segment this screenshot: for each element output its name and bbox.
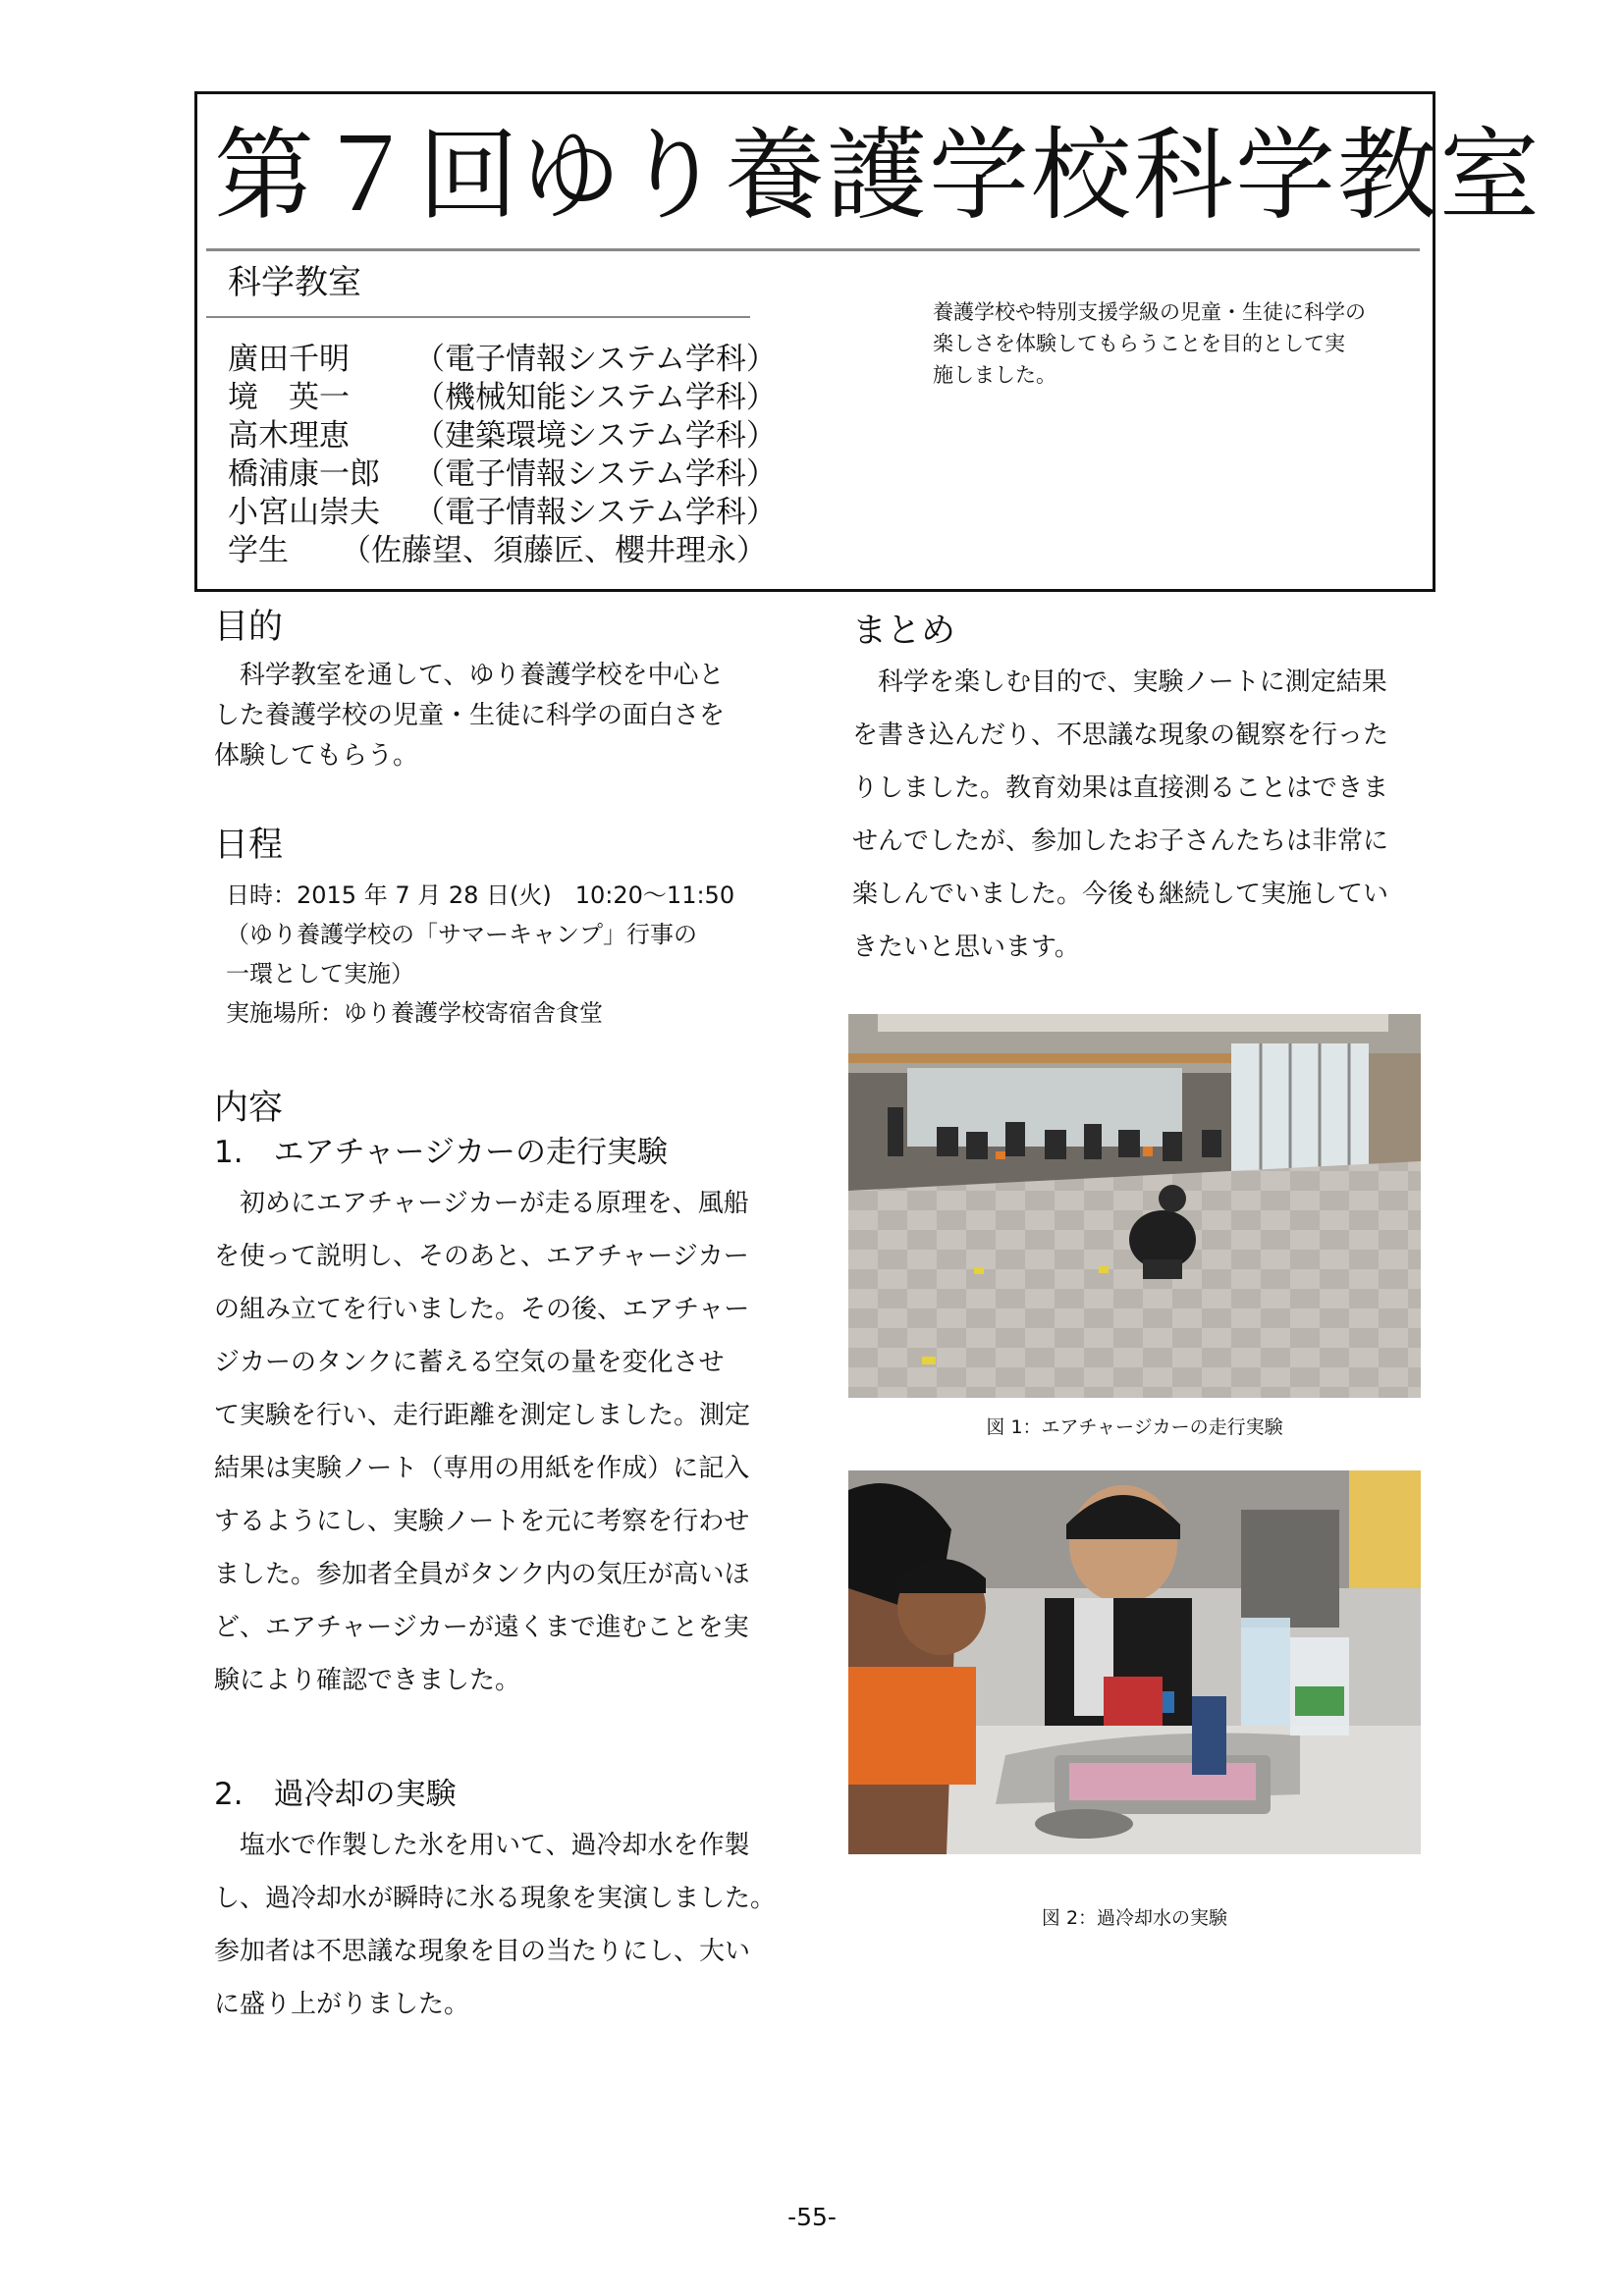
text-line: に盛り上がりました。 (214, 1990, 470, 2019)
text-line: した養護学校の児童・生徒に科学の面白さを (214, 701, 726, 730)
author-row (228, 532, 777, 570)
subsection-2-heading: 2. 過冷却の実験 (214, 1777, 457, 1812)
text-line: （ゆり養護学校の「サマーキャンプ」行事の (226, 921, 697, 948)
author-list (228, 341, 777, 570)
text-line: ジカーのタンクに蓄える空気の量を変化させ (214, 1348, 725, 1377)
text-line: 一環として実施） (226, 960, 414, 988)
author-name: 小宮山崇夫 (228, 495, 380, 530)
text-line: し、過冷却水が瞬時に氷る現象を実演しました。 (214, 1884, 777, 1913)
text-line: 結果は実験ノート（専用の用紙を作成）に記入 (214, 1454, 750, 1483)
subsection-1-heading: 1. エアチャージカーの走行実験 (214, 1135, 669, 1170)
category-divider (206, 316, 750, 318)
summary-text (852, 656, 1441, 974)
text-line: を使って説明し、そのあと、エアチャージカー (214, 1242, 749, 1271)
text-line: の組み立てを行いました。その後、エアチャー (214, 1295, 750, 1324)
subsection-1-text (214, 1177, 823, 1707)
schedule-heading: 日程 (214, 826, 284, 865)
author-department: （機械知能システム学科） (414, 380, 777, 415)
author-name: 境 英一 (228, 380, 350, 415)
contents-heading: 内容 (214, 1089, 284, 1128)
text-line: 日時：2015 年 7 月 28 日(火) 10:20～11:50 (226, 881, 735, 909)
text-line: 楽しんでいました。今後も継続して実施してい (852, 880, 1389, 909)
text-line: するようにし、実験ノートを元に考察を行わせ (214, 1507, 750, 1536)
text-line: ました。参加者全員がタンク内の気圧が高いほ (214, 1560, 750, 1589)
author-name: 学生 (228, 533, 289, 568)
text-line: 実施場所：ゆり養護学校寄宿舎食堂 (226, 999, 603, 1027)
text-line: りしました。教育効果は直接測ることはできま (852, 774, 1389, 803)
category-label: 科学教室 (228, 263, 361, 302)
intro-line: 養護学校や特別支援学級の児童・生徒に科学の (933, 300, 1366, 324)
subsection-2-text (214, 1819, 823, 2031)
text-line: 験により確認できました。 (214, 1666, 521, 1695)
page-title: 第７回ゆり養護学校科学教室 (214, 118, 1542, 235)
author-row (228, 455, 777, 494)
title-divider (206, 248, 1420, 251)
author-row (228, 417, 777, 455)
intro-line: 施しました。 (933, 363, 1056, 387)
text-line: 初めにエアチャージカーが走る原理を、風船 (214, 1189, 749, 1218)
page-number: -55- (787, 2203, 837, 2231)
figure-1-photo (848, 1014, 1421, 1398)
author-department: （電子情報システム学科） (414, 342, 777, 377)
author-department: （佐藤望、須藤匠、櫻井理永） (341, 533, 767, 568)
author-department: （電子情報システム学科） (414, 495, 777, 530)
text-line: 塩水で作製した氷を用いて、過冷却水を作製 (214, 1831, 750, 1860)
text-line: せんでしたが、参加したお子さんたちは非常に (852, 827, 1389, 856)
figure-2-caption: 図 2：過冷却水の実験 (1041, 1907, 1228, 1929)
intro-text (933, 296, 1409, 391)
figure-2-photo (848, 1470, 1421, 1854)
purpose-text (214, 656, 803, 776)
author-row (228, 494, 777, 532)
author-row (228, 341, 777, 379)
author-name: 廣田千明 (228, 342, 350, 377)
text-line: を書き込んだり、不思議な現象の観察を行った (852, 721, 1389, 750)
purpose-heading: 目的 (214, 608, 284, 647)
text-line: 科学教室を通して、ゆり養護学校を中心と (214, 661, 725, 690)
text-line: 参加者は不思議な現象を目の当たりにし、大い (214, 1937, 751, 1966)
schedule-text (226, 876, 815, 1033)
author-department: （電子情報システム学科） (414, 456, 777, 492)
author-department: （建築環境システム学科） (414, 418, 777, 454)
author-name: 高木理恵 (228, 418, 350, 454)
text-line: ど、エアチャージカーが遠くまで進むことを実 (214, 1613, 749, 1642)
text-line: 体験してもらう。 (214, 741, 419, 771)
intro-line: 楽しさを体験してもらうことを目的として実 (933, 332, 1345, 355)
figure-1-caption: 図 1：エアチャージカーの走行実験 (986, 1416, 1283, 1438)
author-row (228, 379, 777, 417)
text-line: きたいと思います。 (852, 933, 1080, 962)
summary-heading: まとめ (852, 612, 956, 651)
author-name: 橋浦康一郎 (228, 456, 380, 492)
text-line: て実験を行い、走行距離を測定しました。測定 (214, 1401, 751, 1430)
text-line: 科学を楽しむ目的で、実験ノートに測定結果 (852, 667, 1387, 697)
